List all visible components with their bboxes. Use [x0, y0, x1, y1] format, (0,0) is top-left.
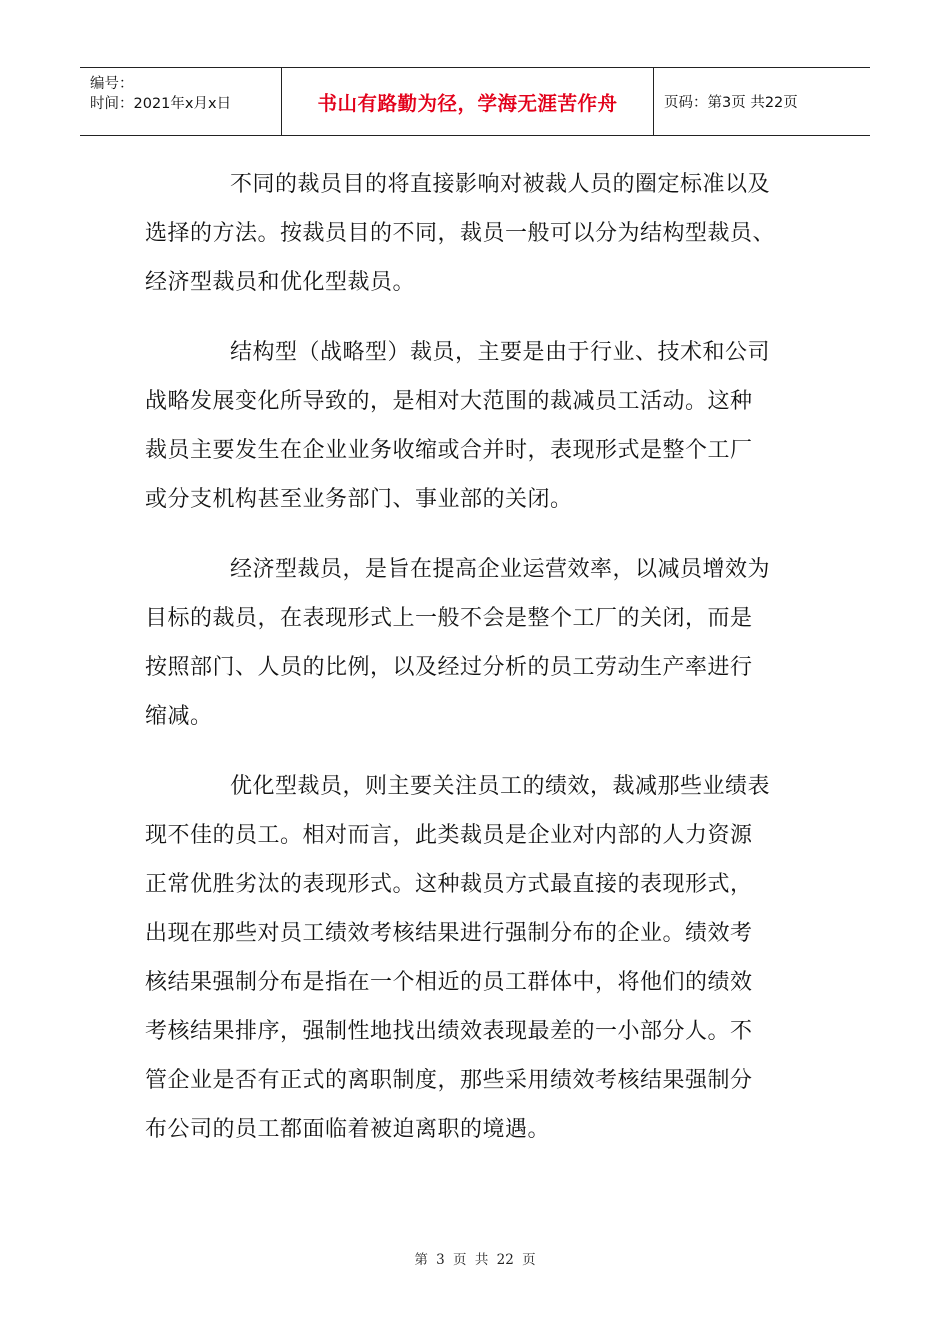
- header-page-cell: [654, 68, 870, 135]
- paragraph-line: 经济型裁员，是旨在提高企业运营效率，以减员增效为: [230, 557, 771, 582]
- paragraph-line: 目标的裁员，在表现形式上一般不会是整个工厂的关闭，而是: [145, 606, 753, 631]
- header-motto-cell: [281, 68, 654, 135]
- header-table: [80, 67, 870, 136]
- header-page-info: 页码：第3页 共22页: [664, 95, 798, 111]
- paragraph-line: 选择的方法。按裁员目的不同，裁员一般可以分为结构型裁员、: [145, 221, 776, 246]
- paragraph-line: 管企业是否有正式的离职制度，那些采用绩效考核结果强制分: [145, 1068, 753, 1093]
- paragraph-line: 优化型裁员，则主要关注员工的绩效，裁减那些业绩表: [230, 774, 771, 799]
- header-meta-cell: [80, 68, 281, 135]
- header-motto: 书山有路勤为径，学海无涯苦作舟: [317, 91, 618, 115]
- paragraph-line: 按照部门、人员的比例，以及经过分析的员工劳动生产率进行: [145, 655, 753, 680]
- paragraph-3: [145, 545, 815, 741]
- paragraph-line: 战略发展变化所导致的，是相对大范围的裁减员工活动。这种: [145, 389, 753, 414]
- paragraph-line: 缩减。: [145, 704, 213, 729]
- paragraph-line: 出现在那些对员工绩效考核结果进行强制分布的企业。绩效考: [145, 921, 753, 946]
- paragraph-line: 或分支机构甚至业务部门、事业部的关闭。: [145, 487, 573, 512]
- paragraph-1: [145, 160, 815, 307]
- paragraph-line: 经济型裁员和优化型裁员。: [145, 270, 416, 295]
- paragraph-line: 正常优胜劣汰的表现形式。这种裁员方式最直接的表现形式，: [145, 872, 753, 897]
- paragraph-line: 结构型（战略型）裁员，主要是由于行业、技术和公司: [230, 340, 771, 365]
- paragraph-line: 布公司的员工都面临着被迫离职的境遇。: [145, 1117, 551, 1142]
- document-body: [145, 160, 815, 1175]
- paragraph-2: [145, 328, 815, 524]
- paragraph-line: 现不佳的员工。相对而言，此类裁员是企业对内部的人力资源: [145, 823, 753, 848]
- paragraph-line: 核结果强制分布是指在一个相近的员工群体中，将他们的绩效: [145, 970, 753, 995]
- paragraph-line: 不同的裁员目的将直接影响对被裁人员的圈定标准以及: [230, 172, 771, 197]
- paragraph-4: [145, 762, 815, 1154]
- page-footer: 第 3 页 共 22 页: [414, 1252, 536, 1268]
- paragraph-line: 考核结果排序，强制性地找出绩效表现最差的一小部分人。不: [145, 1019, 753, 1044]
- document-number-label: 编号：: [90, 76, 134, 92]
- paragraph-line: 裁员主要发生在企业业务收缩或合并时，表现形式是整个工厂: [145, 438, 753, 463]
- document-time-label: 时间：2021年x月x日: [90, 96, 232, 112]
